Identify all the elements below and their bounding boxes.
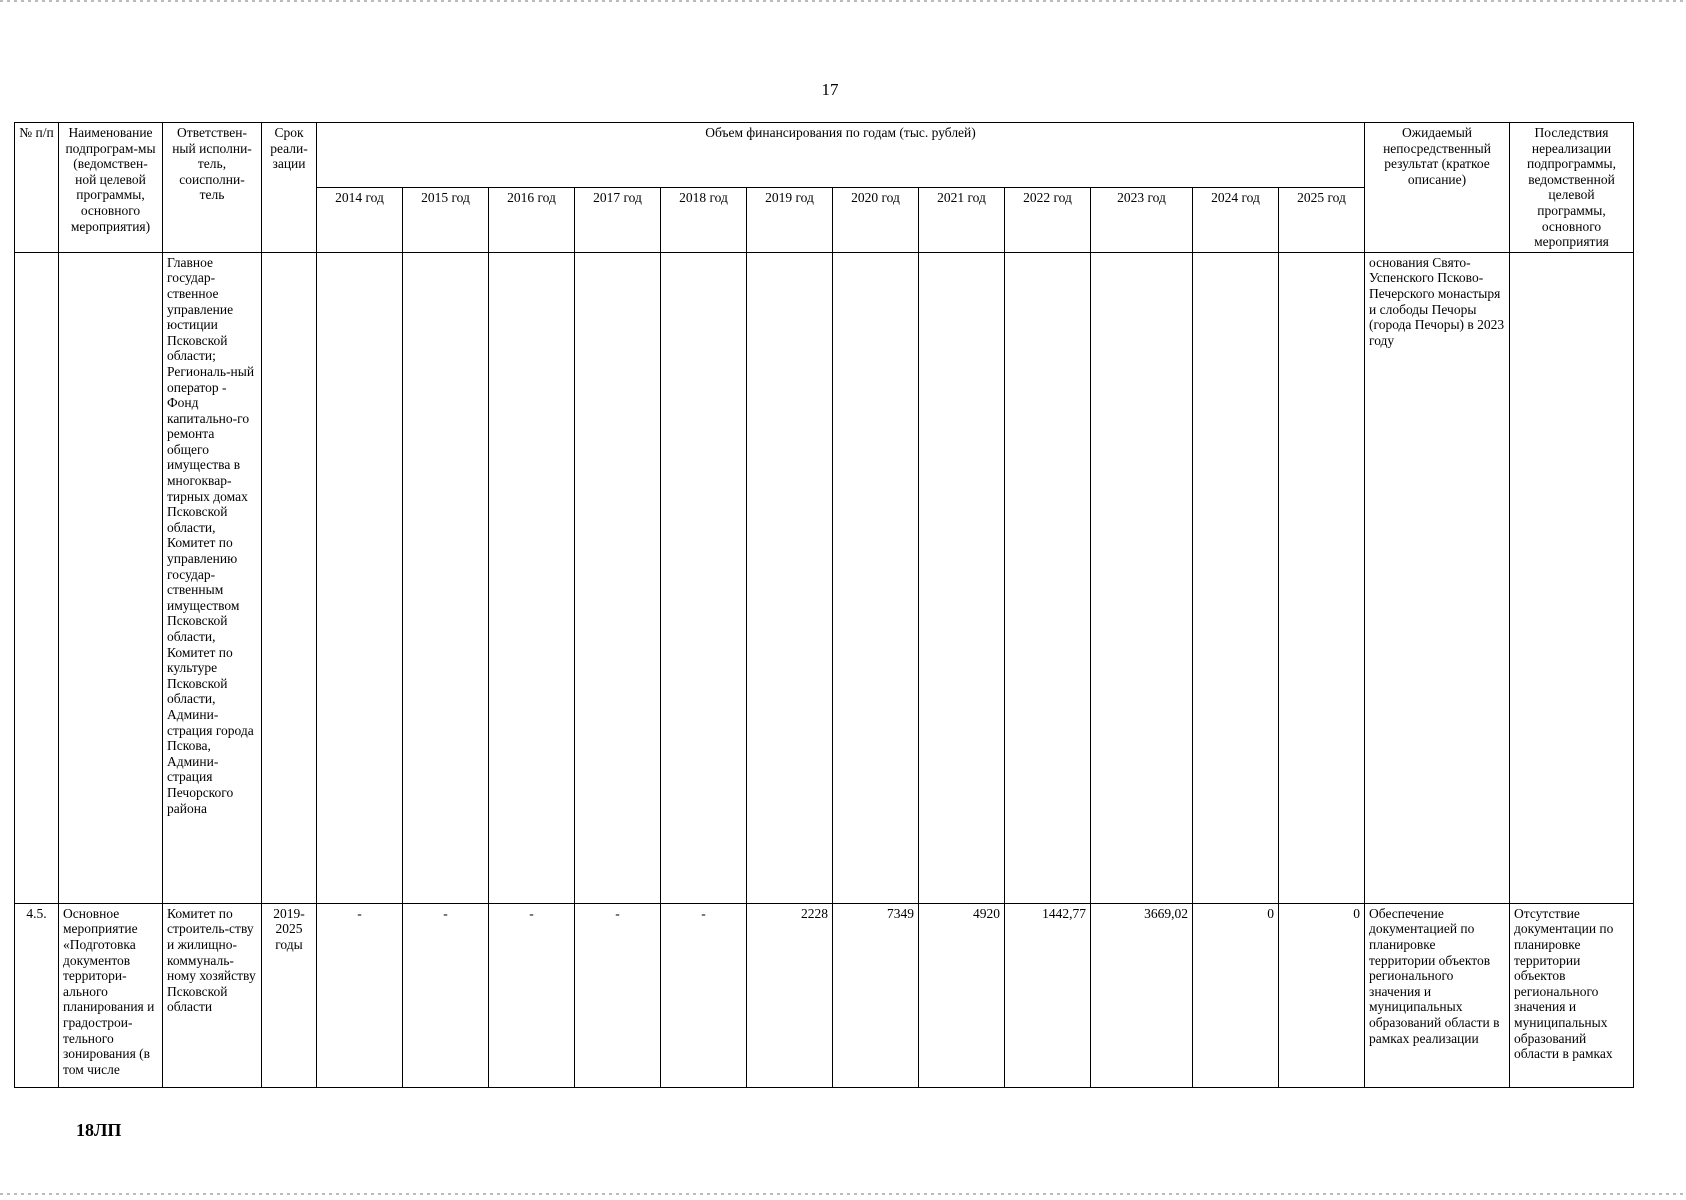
funding-table <box>14 122 1634 1088</box>
top-scan-edge <box>0 0 1686 2</box>
cell-value: 7349 <box>833 903 919 1087</box>
cell-value <box>747 252 833 903</box>
cell-responsible: Главное государ-ственное управление юстиции Псковской области; Региональ-ный оператор - Фонд капитально-го ремонта общего имущества в многоквар-тирных домах Псковской области, Комитет по управлению государ-ственным имуществом Псковской области, Комитет по культуре Псковской области, Админи-страция города Пскова, Админи-страция Печорского района <box>163 252 262 903</box>
table-row <box>15 903 1634 1087</box>
bottom-scan-edge <box>0 1193 1686 1195</box>
header-year: 2025 год <box>1279 187 1365 252</box>
header-year: 2017 год <box>575 187 661 252</box>
cell-value: - <box>661 903 747 1087</box>
cell-value: 1442,77 <box>1005 903 1091 1087</box>
cell-value: - <box>489 903 575 1087</box>
header-term: Срок реали-зации <box>262 123 317 253</box>
page-number: 17 <box>821 80 839 99</box>
cell-value <box>1091 252 1193 903</box>
cell-value <box>1279 252 1365 903</box>
cell-value <box>1193 252 1279 903</box>
cell-consequences <box>1510 252 1634 903</box>
cell-name <box>59 252 163 903</box>
cell-value: 0 <box>1193 903 1279 1087</box>
cell-value <box>833 252 919 903</box>
cell-result: основания Свято-Успенского Псково-Печерского монастыря и слободы Печоры (города Печоры) в 2023 году <box>1365 252 1510 903</box>
cell-value <box>661 252 747 903</box>
cell-responsible: Комитет по строитель-ству и жилищно-коммуналь-ному хозяйству Псковской области <box>163 903 262 1087</box>
header-year: 2014 год <box>317 187 403 252</box>
header-year: 2018 год <box>661 187 747 252</box>
header-year: 2024 год <box>1193 187 1279 252</box>
cell-value: - <box>403 903 489 1087</box>
cell-value <box>919 252 1005 903</box>
cell-value <box>489 252 575 903</box>
cell-value: 4920 <box>919 903 1005 1087</box>
header-result: Ожидаемый непосредственный результат (краткое описание) <box>1365 123 1510 253</box>
header-year: 2015 год <box>403 187 489 252</box>
cell-value <box>403 252 489 903</box>
header-year: 2022 год <box>1005 187 1091 252</box>
header-row-1 <box>15 123 1634 188</box>
cell-value <box>575 252 661 903</box>
cell-term <box>262 252 317 903</box>
cell-value: 3669,02 <box>1091 903 1193 1087</box>
cell-term: 2019-2025 годы <box>262 903 317 1087</box>
cell-result: Обеспечение документацией по планировке территории объектов регионального значения и муниципальных образований области в рамках реализации <box>1365 903 1510 1087</box>
header-year: 2020 год <box>833 187 919 252</box>
header-year: 2021 год <box>919 187 1005 252</box>
header-consequences: Последствия нереализации подпрограммы, ведомственной целевой программы, основного мероприятия <box>1510 123 1634 253</box>
document-code: 18ЛП <box>76 1120 122 1140</box>
cell-num: 4.5. <box>15 903 59 1087</box>
header-year: 2019 год <box>747 187 833 252</box>
cell-value: 0 <box>1279 903 1365 1087</box>
header-year: 2016 год <box>489 187 575 252</box>
cell-name: Основное мероприятие «Подготовка документов территори-ального планирования и градострои-тельного зонирования (в том числе <box>59 903 163 1087</box>
cell-value: - <box>317 903 403 1087</box>
cell-value <box>317 252 403 903</box>
cell-value: - <box>575 903 661 1087</box>
cell-num <box>15 252 59 903</box>
header-year: 2023 год <box>1091 187 1193 252</box>
cell-value <box>1005 252 1091 903</box>
header-name: Наименование подпрограм-мы (ведомствен-ной целевой программы, основного мероприятия) <box>59 123 163 253</box>
table-row <box>15 252 1634 903</box>
cell-consequences: Отсутствие документации по планировке территории объектов регионального значения и муниципальных образований области в рамках <box>1510 903 1634 1087</box>
header-num: № п/п <box>15 123 59 253</box>
header-responsible: Ответствен-ный исполни-тель, соисполни-тель <box>163 123 262 253</box>
header-funding-group: Объем финансирования по годам (тыс. рублей) <box>317 123 1365 188</box>
cell-value: 2228 <box>747 903 833 1087</box>
